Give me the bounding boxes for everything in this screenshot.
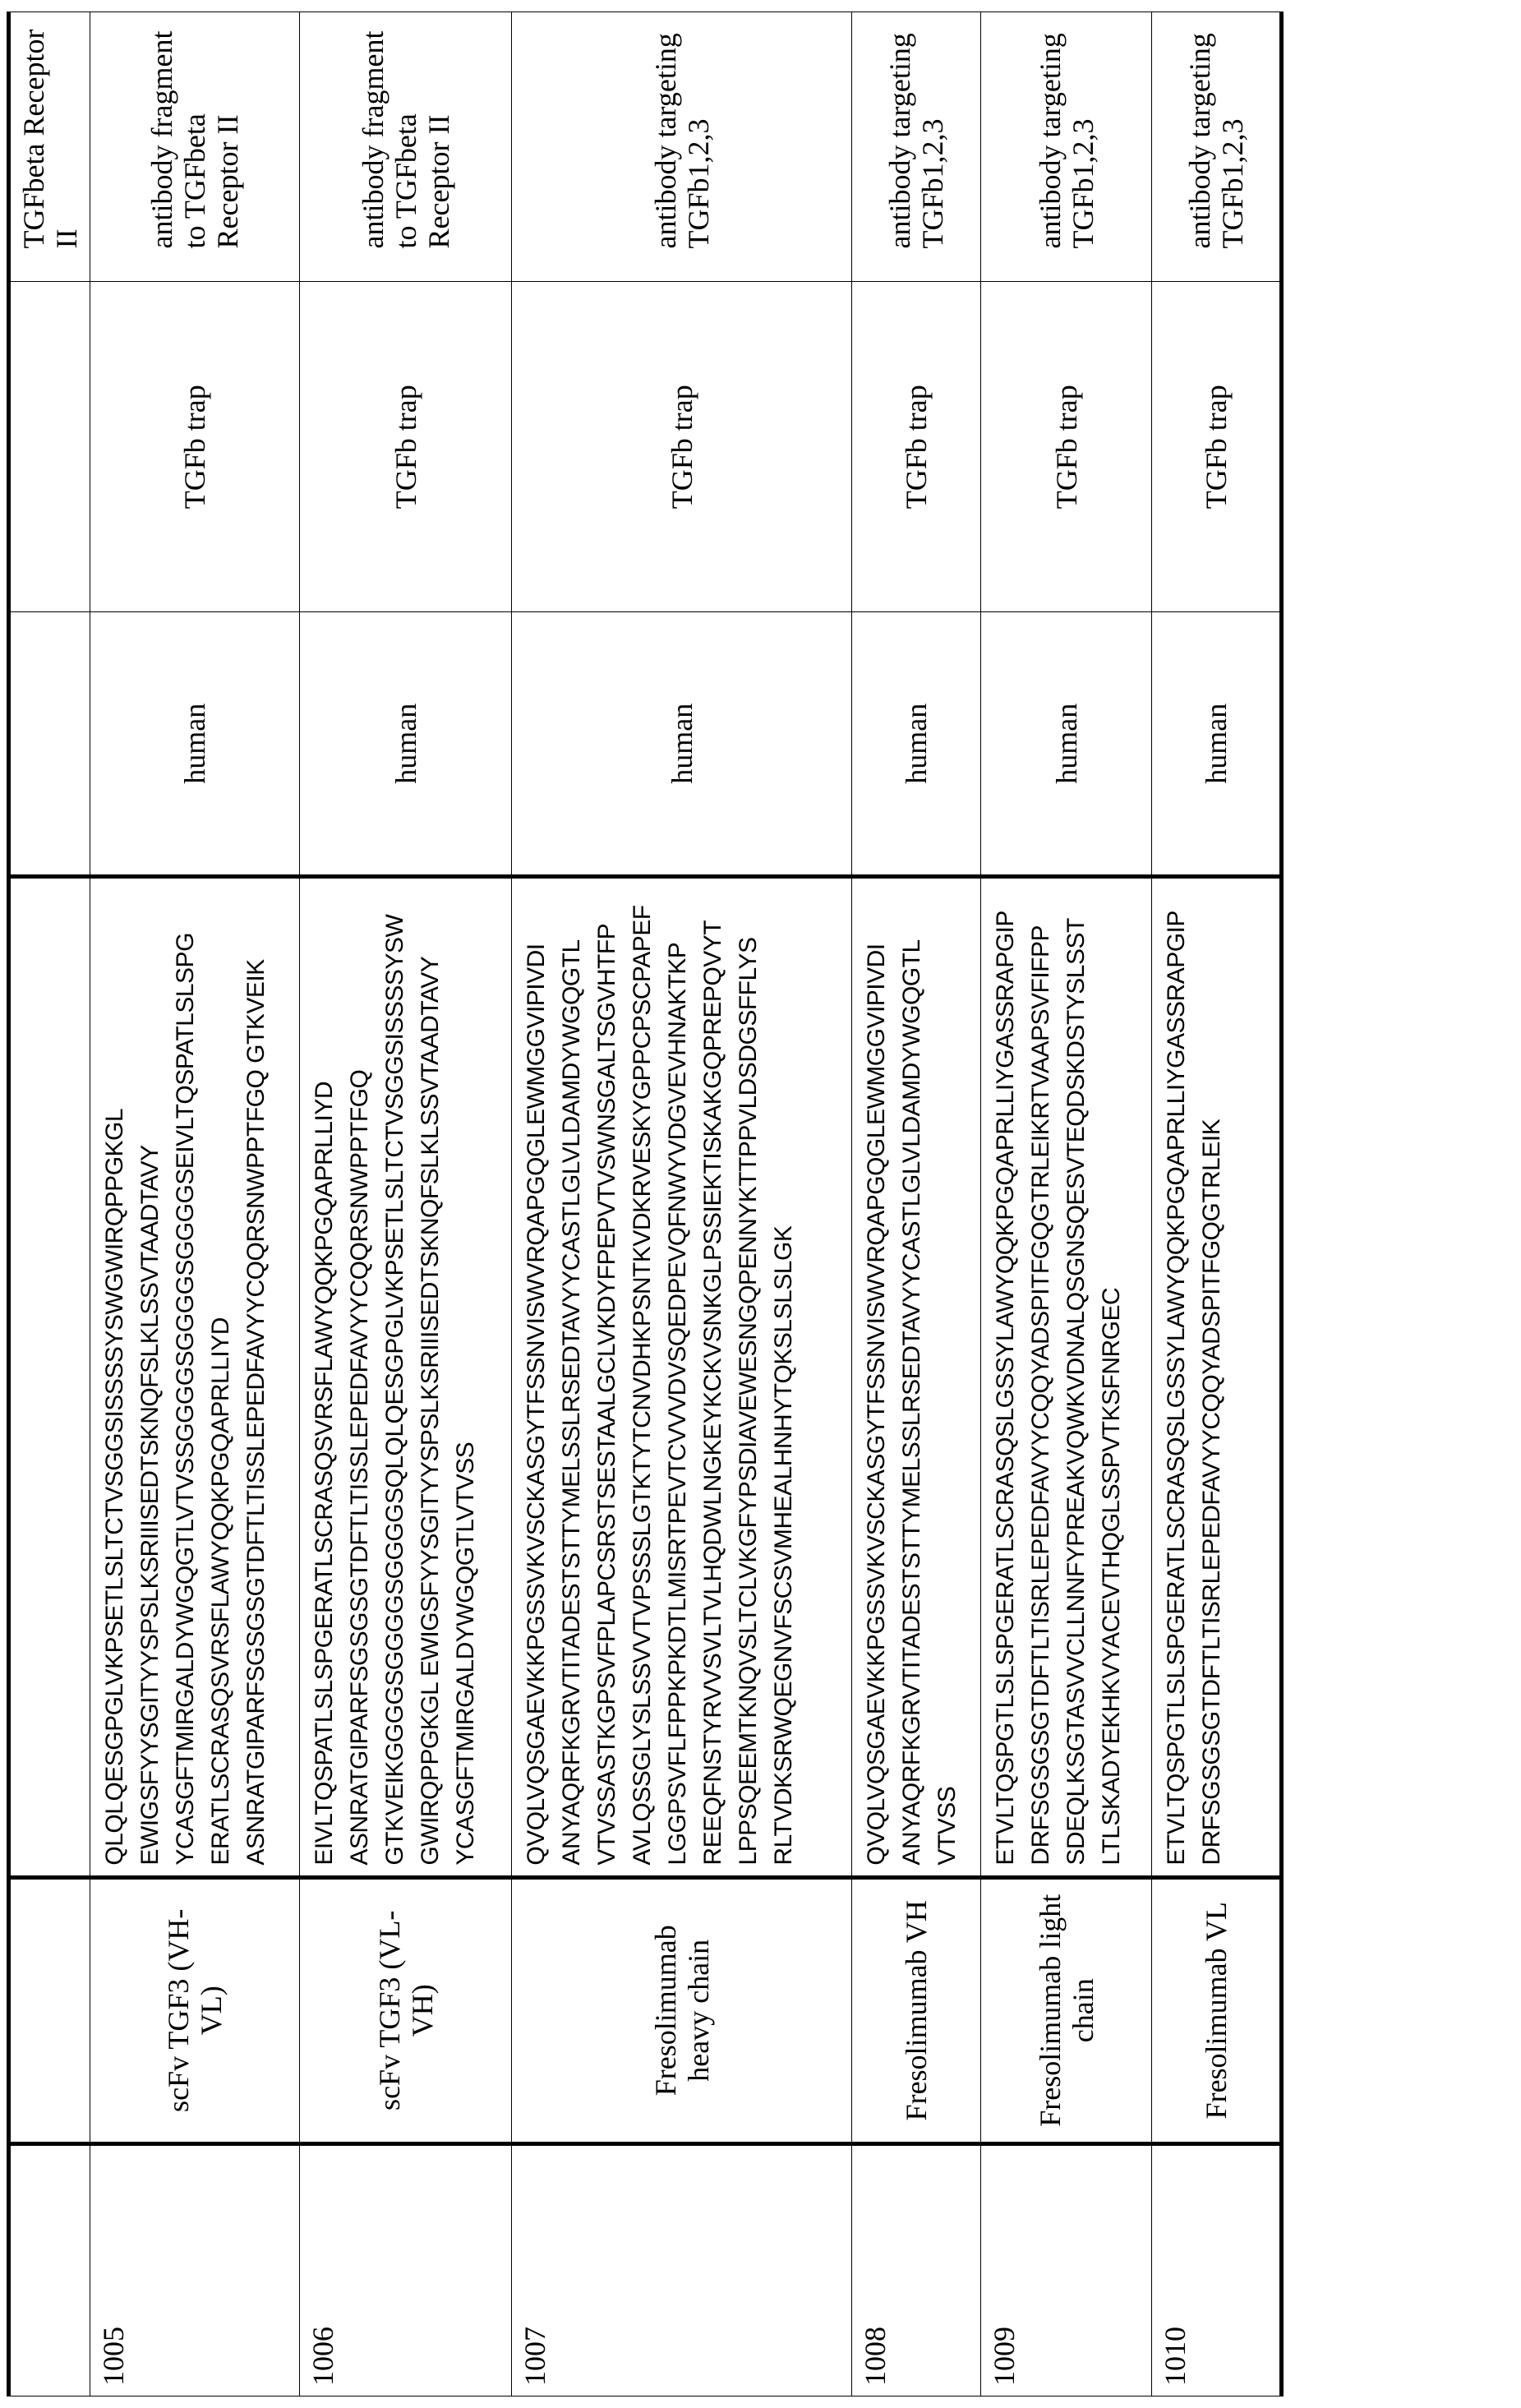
sequence-line: YCASGFTMIRGALDYWGQGTLVTVSS — [452, 1442, 479, 1866]
sequence-line: ASNRATGIPARFSGSGSGTDFTLTISSLEPEDFAVYYCQQRSNWPPTFGQ GTKVEIK — [242, 959, 270, 1866]
name-cell: Fresolimumab heavy chain — [512, 1877, 852, 2143]
sequence-line: YCASGFTMIRGALDYWGQGTLVTVSSGGGGSGGGGSGGGGSEIVLTQSPATLSLSPG — [172, 933, 199, 1866]
target-cell: antibody targeting TGFb1,2,3 — [1152, 12, 1282, 282]
sequence-cell — [1152, 877, 1282, 1877]
id-cell: 1007 — [512, 2143, 852, 2396]
sequence-line: GWIRQPPGKGL EWIGSFYYSGITYYSPSLKSRIIISEDTSKNQFSLKLSSVTAADTAVY — [417, 956, 444, 1866]
sequence-cell — [9, 877, 90, 1877]
sequence-line: QVQLVQSGAEVKKPGSSVKVSCKASGYTFSSNVISWVRQAPGQGLEWMGGVIPIVDI — [523, 943, 550, 1866]
species-cell: human — [852, 612, 981, 877]
species-cell: human — [981, 612, 1152, 877]
name-cell: Fresolimumab VH — [852, 1877, 981, 2143]
species-cell: human — [90, 612, 300, 877]
sequence-line: GTKVEIKGGGGSGGGGSGGGGSQLQLQESGPGLVKPSETLSLTCTVSGGSISSSSYSW — [381, 914, 408, 1866]
name-cell: scFv TGF3 (VH-VL) — [90, 1877, 300, 2143]
sequence-line: RLTVDKSRWQEGNVFSCSVMHEALHNHYTQKSLSLSLGK — [770, 1225, 797, 1866]
sequence-cell — [981, 877, 1152, 1877]
sequence-line: EIVLTQSPATLSLSPGERATLSCRASQSVRSFLAWYQQKPGQAPRLLIYD — [311, 1081, 338, 1866]
sequence-line: VTVSS — [933, 1786, 961, 1866]
sequence-line: ANYAQRFKGRVTITADESTSTTYMELSSLRSEDTAVYYCASTLGLVLDAMDYWGQGTL — [558, 939, 585, 1866]
class-cell: TGFb trap — [90, 282, 300, 612]
id-cell: 1009 — [981, 2143, 1152, 2396]
id-cell — [9, 2143, 90, 2396]
sequence-line: ETVLTQSPGTLSLSPGERATLSCRASQSLGSSYLAWYQQKPGQAPRLLIYGASSRAPGIP — [992, 911, 1019, 1866]
class-cell: TGFb trap — [852, 282, 981, 612]
table-row — [300, 12, 512, 2396]
sequence-line: ASNRATGIPARFSGSGSGTDFTLTISSLEPEDFAVYYCQQRSNWPPTFGQ — [346, 1069, 373, 1866]
class-cell: TGFb trap — [300, 282, 512, 612]
sequence-cell — [300, 877, 512, 1877]
name-cell — [9, 1877, 90, 2143]
sequence-line: QVQLVQSGAEVKKPGSSVKVSCKASGYTFSSNVISWVRQAPGQGLEWMGGVIPIVDI — [863, 943, 890, 1866]
species-cell: human — [1152, 612, 1282, 877]
sequence-table — [7, 12, 1284, 2396]
sequence-cell — [512, 877, 852, 1877]
target-cell: antibody targeting TGFb1,2,3 — [852, 12, 981, 282]
target-cell: antibody fragment to TGFbeta Receptor II — [300, 12, 512, 282]
sequence-line: QLQLQESGPGLVKPSETLSLTCTVSGGSISSSSYSWGWIRQPPGKGL — [101, 1108, 128, 1866]
id-cell: 1005 — [90, 2143, 300, 2396]
table-row — [512, 12, 852, 2396]
name-cell: Fresolimumab VL — [1152, 1877, 1282, 2143]
id-cell: 1008 — [852, 2143, 981, 2396]
sequence-line: VTVSSASTKGPSVFPLAPCSRSTSESTAALGCLVKDYFPEPVTVSWNSGALTSGVHTFP — [593, 923, 620, 1866]
sequence-line: ERATLSCRASQSVRSFLAWYQQKPGQAPRLLIYD — [207, 1317, 234, 1866]
name-cell: Fresolimumab light chain — [981, 1877, 1152, 2143]
species-cell: human — [512, 612, 852, 877]
sequence-cell — [90, 877, 300, 1877]
species-cell — [9, 612, 90, 877]
sequence-line: ETVLTQSPGTLSLSPGERATLSCRASQSLGSSYLAWYQQKPGQAPRLLIYGASSRAPGIP — [1163, 911, 1190, 1866]
class-cell: TGFb trap — [981, 282, 1152, 612]
table-row — [852, 12, 981, 2396]
class-cell: TGFb trap — [512, 282, 852, 612]
sequence-line: EWIGSFYYSGITYYSPSLKSRIIISEDTSKNQFSLKLSSVTAADTAVY — [136, 1145, 164, 1866]
target-cell: antibody targeting TGFb1,2,3 — [981, 12, 1152, 282]
sequence-line: SDEQLKSGTASVVCLLNNFYPREAKVQWKVDNALQSGNSQESVTEQDSKDSTYSLSST — [1062, 918, 1090, 1866]
id-cell: 1010 — [1152, 2143, 1282, 2396]
id-cell: 1006 — [300, 2143, 512, 2396]
table-row-partial — [9, 12, 90, 2396]
class-cell — [9, 282, 90, 612]
sequence-line: ANYAQRFKGRVTITADESTSTTYMELSSLRSEDTAVYYCASTLGLVLDAMDYWGQGTL — [898, 939, 925, 1866]
sequence-line: DRFSGSGSGTDFTLTISRLEPEDFAVYYCQQYADSPITFGQGTRLEIKRTVAAPSVFIFPP — [1027, 925, 1054, 1866]
sequence-line: REEQFNSTYRVVSVLTVLHQDWLNGKEYKCKVSNKGLPSSIEKTISKAKGQPREPQVYT — [699, 920, 726, 1866]
table-row — [1152, 12, 1282, 2396]
table-row — [90, 12, 300, 2396]
sequence-line: LPPSQEEMTKNQVSLTCLVKGFYPSDIAVEWESNGQPENNYKTTPPVLDSDGSFFLYS — [735, 937, 762, 1866]
name-cell: scFv TGF3 (VL-VH) — [300, 1877, 512, 2143]
table-row — [981, 12, 1152, 2396]
sequence-line: LGGPSVFLFPPKPKDTLMISRTPEVTCVVVDVSQEDPEVQFNWYVDGVEVHNAKTKP — [664, 942, 691, 1866]
sequence-cell — [852, 877, 981, 1877]
sequence-line: DRFSGSGSGTDFTLTISRLEPEDFAVYYCQQYADSPITFGQGTRLEIK — [1198, 1119, 1225, 1866]
species-cell: human — [300, 612, 512, 877]
sequence-line: AVLQSSGLYSLSSVVTVPSSSLGTKTYTCNVDHKPSNTKVDKRVESKYGPPCPSCPAPEF — [629, 905, 656, 1866]
target-cell: TGFbeta Receptor II — [9, 12, 90, 282]
class-cell: TGFb trap — [1152, 282, 1282, 612]
target-cell: antibody targeting TGFb1,2,3 — [512, 12, 852, 282]
target-cell: antibody fragment to TGFbeta Receptor II — [90, 12, 300, 282]
sequence-line: LTLSKADYEKHKVYACEVTHQGLSSPVTKSFNRGEC — [1098, 1287, 1125, 1866]
